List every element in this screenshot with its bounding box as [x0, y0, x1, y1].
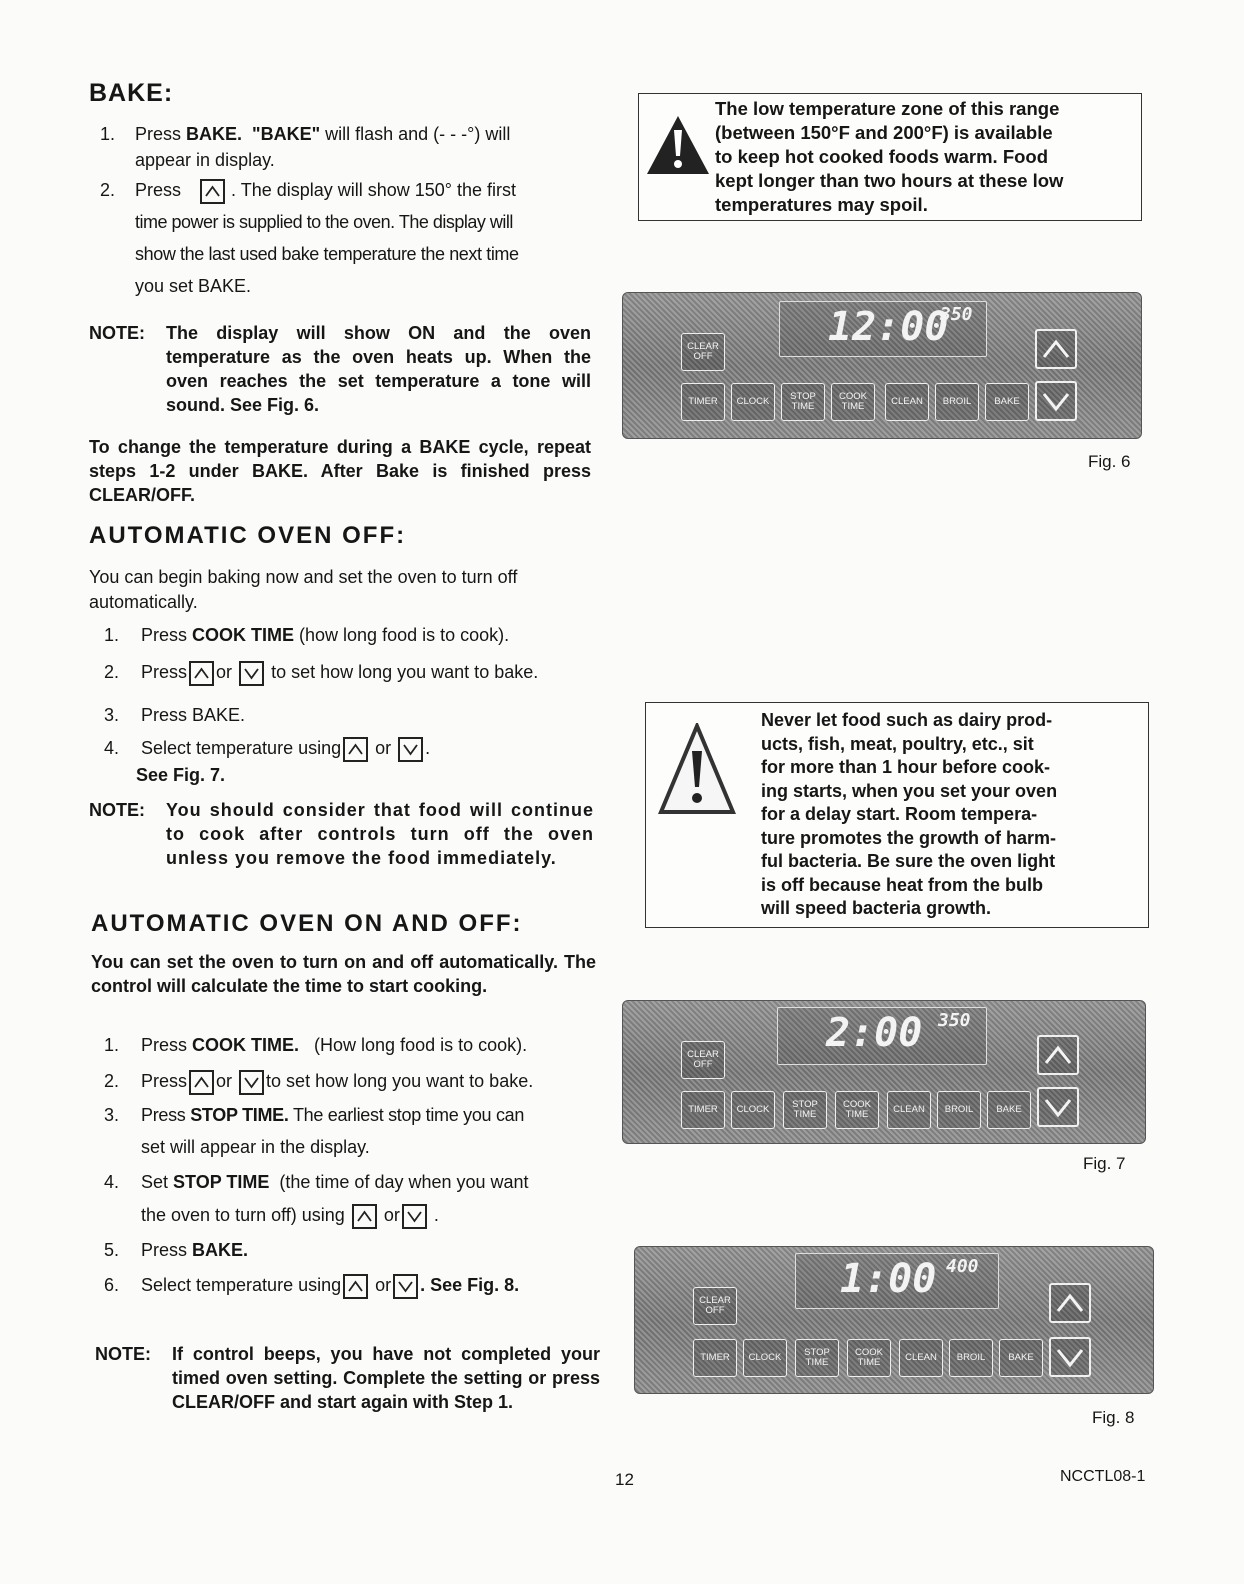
stop-time-key-ref: STOP TIME.	[190, 1105, 289, 1125]
fig-8-label: Fig. 8	[1092, 1408, 1135, 1427]
warning-triangle-icon	[658, 723, 736, 815]
cook-time-button[interactable]: COOK TIME	[831, 383, 875, 421]
chevron-down-icon	[1043, 1095, 1073, 1119]
temperature-readout: 350	[940, 304, 973, 325]
warning-line: The low temperature zone of this range	[715, 98, 1060, 119]
step-number: 3.	[104, 705, 120, 725]
clear-off-button[interactable]: CLEAR OFF	[693, 1287, 737, 1325]
text: you set BAKE.	[135, 276, 252, 296]
warning-text	[761, 709, 1141, 921]
timer-button[interactable]: TIMER	[693, 1339, 737, 1377]
text: will flash and (- - -°) will	[320, 124, 511, 144]
cook-time-button[interactable]: COOK TIME	[835, 1091, 879, 1129]
chevron-down-icon	[1041, 389, 1071, 413]
note-label: NOTE:	[89, 800, 145, 820]
clock-button[interactable]: CLOCK	[743, 1339, 787, 1377]
clock-button[interactable]: CLOCK	[731, 383, 775, 421]
text: or	[216, 1071, 233, 1091]
fig-7-reference: See Fig. 7.	[136, 765, 226, 785]
food-safety-warning-box	[645, 702, 1149, 928]
up-arrow-button[interactable]	[1049, 1283, 1091, 1323]
clock-button[interactable]: CLOCK	[731, 1091, 775, 1129]
timer-button[interactable]: TIMER	[681, 1091, 725, 1129]
panel-display	[777, 1007, 987, 1065]
up-arrow-key-icon	[200, 179, 225, 204]
time-readout: 12:00	[828, 304, 949, 350]
text: to set how long you want to bake.	[266, 1071, 534, 1091]
warning-triangle-icon	[645, 114, 711, 176]
note-text: You should consider that food will continue to cook after controls turn off the oven unless you remove the food immediately.	[166, 800, 594, 868]
up-arrow-button[interactable]	[1035, 329, 1077, 369]
text: Press	[135, 180, 182, 200]
text: Press	[135, 124, 187, 144]
fig-6-label: Fig. 6	[1088, 452, 1131, 471]
up-arrow-button[interactable]	[1037, 1035, 1079, 1075]
bake-button[interactable]: BAKE	[985, 383, 1029, 421]
text: Press	[141, 1035, 193, 1055]
step-number: 2.	[100, 180, 116, 200]
text: to set how long you want to bake.	[271, 662, 539, 682]
note-label: NOTE:	[89, 323, 145, 343]
down-arrow-button[interactable]	[1035, 381, 1077, 421]
step-number: 1.	[104, 625, 120, 645]
text: Press	[141, 1240, 193, 1260]
up-arrow-key-icon	[343, 737, 368, 762]
step-number: 6.	[104, 1275, 120, 1295]
text: time power is supplied to the oven. The display will	[135, 212, 513, 232]
automatic-oven-on-and-off-note	[95, 1342, 600, 1414]
warning-line: (between 150°F and 200°F) is available	[715, 122, 1053, 143]
panel-display	[795, 1253, 999, 1309]
down-arrow-key-icon	[398, 737, 423, 762]
text: Select temperature using	[141, 738, 342, 758]
bake-steps	[100, 120, 600, 300]
bake-note	[89, 321, 591, 417]
text: Set	[141, 1172, 174, 1192]
text: appear in display.	[135, 150, 275, 170]
step-number: 2.	[104, 1071, 120, 1091]
warning-line: will speed bacteria growth.	[761, 898, 992, 918]
control-panel-fig-6	[622, 292, 1142, 439]
clean-button[interactable]: CLEAN	[899, 1339, 943, 1377]
text: set will appear in the display.	[141, 1137, 370, 1157]
automatic-oven-on-and-off-steps	[104, 1030, 604, 1310]
step-number: 3.	[104, 1105, 120, 1125]
text: (the time of day when you want	[274, 1172, 529, 1192]
control-panel-fig-7	[622, 1000, 1146, 1144]
fig-7-label: Fig. 7	[1083, 1154, 1126, 1173]
text: or	[383, 1205, 400, 1225]
text: Press BAKE.	[141, 705, 246, 725]
warning-line: ing starts, when you set your oven	[761, 780, 1058, 801]
clear-off-button[interactable]: CLEAR OFF	[681, 333, 725, 371]
automatic-oven-on-and-off-heading: AUTOMATIC OVEN ON AND OFF:	[91, 910, 523, 937]
note-text: The display will show ON and the oven temperature as the oven heats up. When the oven reaches the set temperature a tone will sound. See Fig. 6.	[166, 323, 591, 415]
temperature-readout: 350	[938, 1010, 971, 1031]
chevron-up-icon	[1055, 1291, 1085, 1315]
change-temperature-text: To change the temperature during a BAKE cycle, repeat steps 1-2 under BAKE. After Bake is finished press CLEAR/OFF.	[89, 437, 591, 505]
step-number: 2.	[104, 662, 120, 682]
text: .	[433, 1205, 439, 1225]
text: Press	[141, 662, 188, 682]
step-number: 4.	[104, 738, 120, 758]
down-arrow-key-icon	[393, 1274, 418, 1299]
stop-time-key-ref: STOP TIME	[173, 1172, 270, 1192]
cook-time-button[interactable]: COOK TIME	[847, 1339, 891, 1377]
warning-line: for a delay start. Room tempera-	[761, 804, 1038, 824]
down-arrow-button[interactable]	[1037, 1087, 1079, 1127]
bake-heading: BAKE:	[89, 79, 174, 107]
cook-time-key-ref: COOK TIME	[192, 625, 295, 645]
down-arrow-key-icon	[239, 661, 264, 686]
note-text: If control beeps, you have not completed your timed oven setting. Complete the setting or press CLEAR/OFF and start again with Step 1.	[172, 1344, 600, 1412]
low-temperature-warning-box	[638, 93, 1142, 221]
clean-button[interactable]: CLEAN	[885, 383, 929, 421]
chevron-up-icon	[1041, 337, 1071, 361]
control-panel-fig-8	[634, 1246, 1154, 1394]
text: (How long food is to cook).	[309, 1035, 528, 1055]
down-arrow-key-icon	[239, 1070, 264, 1095]
text: Select temperature using	[141, 1275, 342, 1295]
warning-text	[715, 97, 1140, 217]
warning-line: to keep hot cooked foods warm. Food	[715, 146, 1049, 167]
text: (how long food is to cook).	[294, 625, 510, 645]
automatic-oven-off-steps	[104, 620, 604, 790]
step-number: 1.	[100, 124, 116, 144]
broil-button[interactable]: BROIL	[937, 1091, 981, 1129]
warning-line: temperatures may spoil.	[715, 194, 928, 215]
timer-button[interactable]: TIMER	[681, 383, 725, 421]
warning-line: Never let food such as dairy prod-	[761, 710, 1053, 730]
time-readout: 2:00	[826, 1010, 923, 1056]
clear-off-button[interactable]: CLEAR OFF	[681, 1041, 725, 1079]
text: The earliest stop time you can	[288, 1105, 525, 1125]
chevron-up-icon	[1043, 1043, 1073, 1067]
automatic-oven-off-note	[89, 798, 594, 870]
stop-time-button[interactable]: STOP TIME	[781, 383, 825, 421]
bake-key-ref: BAKE.	[186, 124, 243, 144]
stop-time-button[interactable]: STOP TIME	[783, 1091, 827, 1129]
chevron-down-icon	[1055, 1345, 1085, 1369]
warning-line: for more than 1 hour before cook-	[761, 757, 1051, 777]
warning-line: ucts, fish, meat, poultry, etc., sit	[761, 733, 1034, 754]
broil-button[interactable]: BROIL	[949, 1339, 993, 1377]
warning-line: is off because heat from the bulb	[761, 874, 1044, 895]
up-arrow-key-icon	[189, 661, 214, 686]
text: Press	[141, 1105, 191, 1125]
document-code: NCCTL08-1	[1060, 1468, 1146, 1485]
clean-button[interactable]: CLEAN	[887, 1091, 931, 1129]
automatic-oven-on-and-off-intro: You can set the oven to turn on and off automatically. The control will calculate the time to start cooking.	[91, 952, 596, 996]
page-number: 12	[615, 1470, 634, 1489]
text: Press	[141, 625, 193, 645]
bake-display-ref: "BAKE"	[252, 124, 321, 144]
note-label: NOTE:	[95, 1344, 151, 1364]
step-number: 1.	[104, 1035, 120, 1055]
warning-line: ful bacteria. Be sure the oven light	[761, 851, 1056, 871]
bake-key-ref: BAKE.	[192, 1240, 249, 1260]
time-readout: 1:00	[840, 1256, 937, 1302]
stop-time-button[interactable]: STOP TIME	[795, 1339, 839, 1377]
text: or	[375, 738, 392, 758]
panel-display	[779, 301, 987, 357]
step-number: 5.	[104, 1240, 120, 1260]
text: . The display will show 150° the first	[231, 180, 517, 200]
warning-line: kept longer than two hours at these low	[715, 170, 1064, 191]
up-arrow-key-icon	[343, 1274, 368, 1299]
bake-button[interactable]: BAKE	[999, 1339, 1043, 1377]
text: or	[375, 1275, 392, 1295]
text: Press	[141, 1071, 188, 1091]
broil-button[interactable]: BROIL	[935, 383, 979, 421]
bake-button[interactable]: BAKE	[987, 1091, 1031, 1129]
fig-8-reference: . See Fig. 8.	[420, 1275, 520, 1295]
down-arrow-key-icon	[402, 1204, 427, 1229]
automatic-oven-off-intro: You can begin baking now and set the oven to turn off automatically.	[89, 567, 518, 612]
automatic-oven-off-heading: AUTOMATIC OVEN OFF:	[89, 522, 407, 549]
up-arrow-key-icon	[189, 1070, 214, 1095]
temperature-readout: 400	[946, 1256, 979, 1277]
text: or	[216, 662, 233, 682]
up-arrow-key-icon	[352, 1204, 377, 1229]
text: .	[425, 738, 431, 758]
warning-line: ture promotes the growth of harm-	[761, 827, 1057, 848]
step-number: 4.	[104, 1172, 120, 1192]
down-arrow-button[interactable]	[1049, 1337, 1091, 1377]
text: the oven to turn off) using	[141, 1205, 345, 1225]
cook-time-key-ref: COOK TIME.	[192, 1035, 300, 1055]
text: show the last used bake temperature the next time	[135, 244, 519, 264]
